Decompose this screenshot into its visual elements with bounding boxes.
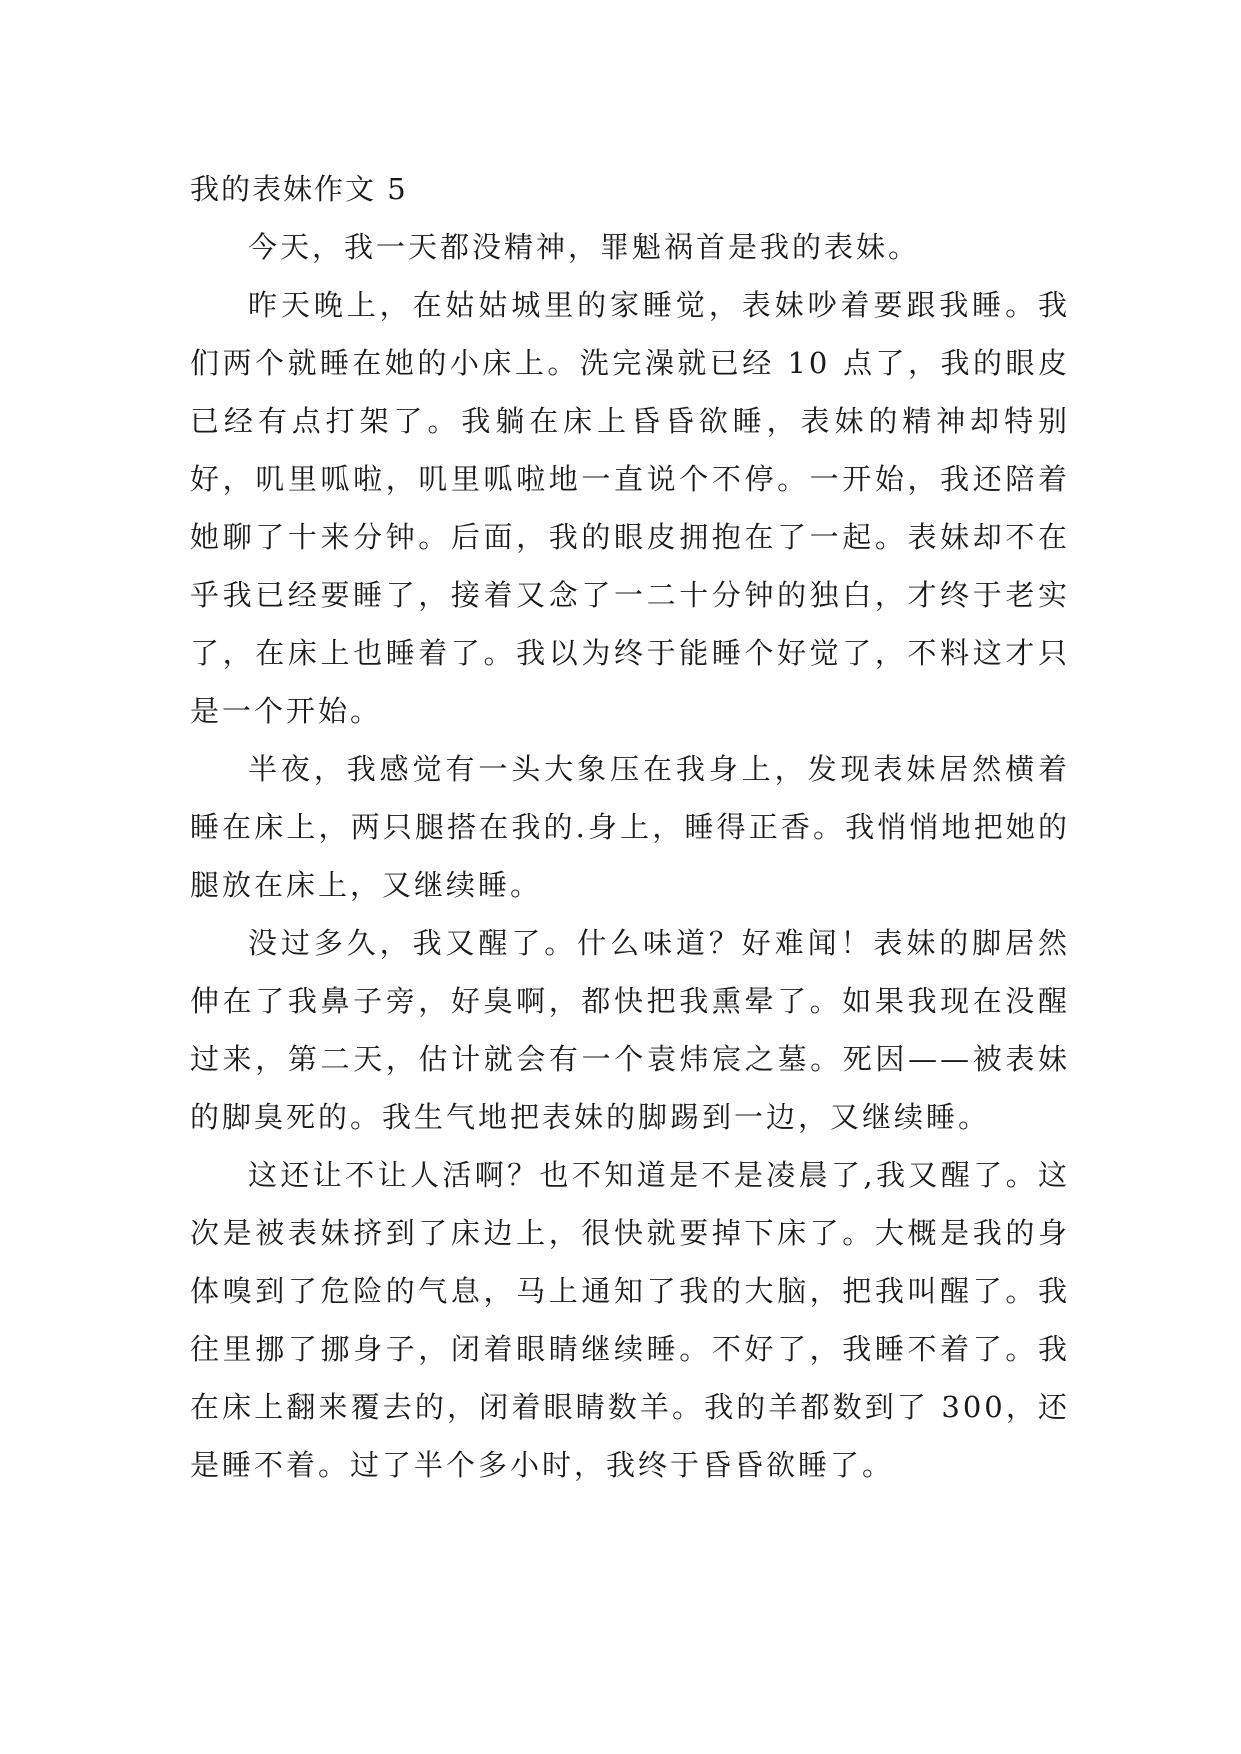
paragraph-5: 这还让不让人活啊？也不知道是不是凌晨了,我又醒了。这次是被表妹挤到了床边上，很快就要掉下床了。大概是我的身体嗅到了危险的气息，马上通知了我的大脑，把我叫醒了。我往里挪了挪身子，闭着眼睛继续睡。不好了，我睡不着了。我在床上翻来覆去的，闭着眼睛数羊。我的羊都数到了 300，还是睡不着。过了半个多小时，我终于昏昏欲睡了。 xyxy=(190,1158,1070,1482)
essay-body xyxy=(190,160,1070,1494)
paragraph-1: 今天，我一天都没精神，罪魁祸首是我的表妹。 xyxy=(248,230,921,264)
essay-title: 我的表妹作文 5 xyxy=(190,172,408,206)
paragraph-4: 没过多久，我又醒了。什么味道？好难闻！表妹的脚居然伸在了我鼻子旁，好臭啊，都快把我熏晕了。如果我现在没醒过来，第二天，估计就会有一个袁炜宸之墓。死因——被表妹的脚臭死的。我生气地把表妹的脚踢到一边，又继续睡。 xyxy=(190,926,1070,1134)
paragraph-3: 半夜，我感觉有一头大象压在我身上，发现表妹居然横着睡在床上，两只腿搭在我的.身上，睡得正香。我悄悄地把她的腿放在床上，又继续睡。 xyxy=(190,752,1070,902)
paragraph-2: 昨天晚上，在姑姑城里的家睡觉，表妹吵着要跟我睡。我们两个就睡在她的小床上。洗完澡就已经 10 点了，我的眼皮已经有点打架了。我躺在床上昏昏欲睡，表妹的精神却特别好，叽里呱啦，叽里呱啦地一直说个不停。一开始，我还陪着她聊了十来分钟。后面，我的眼皮拥抱在了一起。表妹却不在乎我已经要睡了，接着又念了一二十分钟的独白，才终于老实了，在床上也睡着了。我以为终于能睡个好觉了，不料这才只是一个开始。 xyxy=(190,288,1070,728)
